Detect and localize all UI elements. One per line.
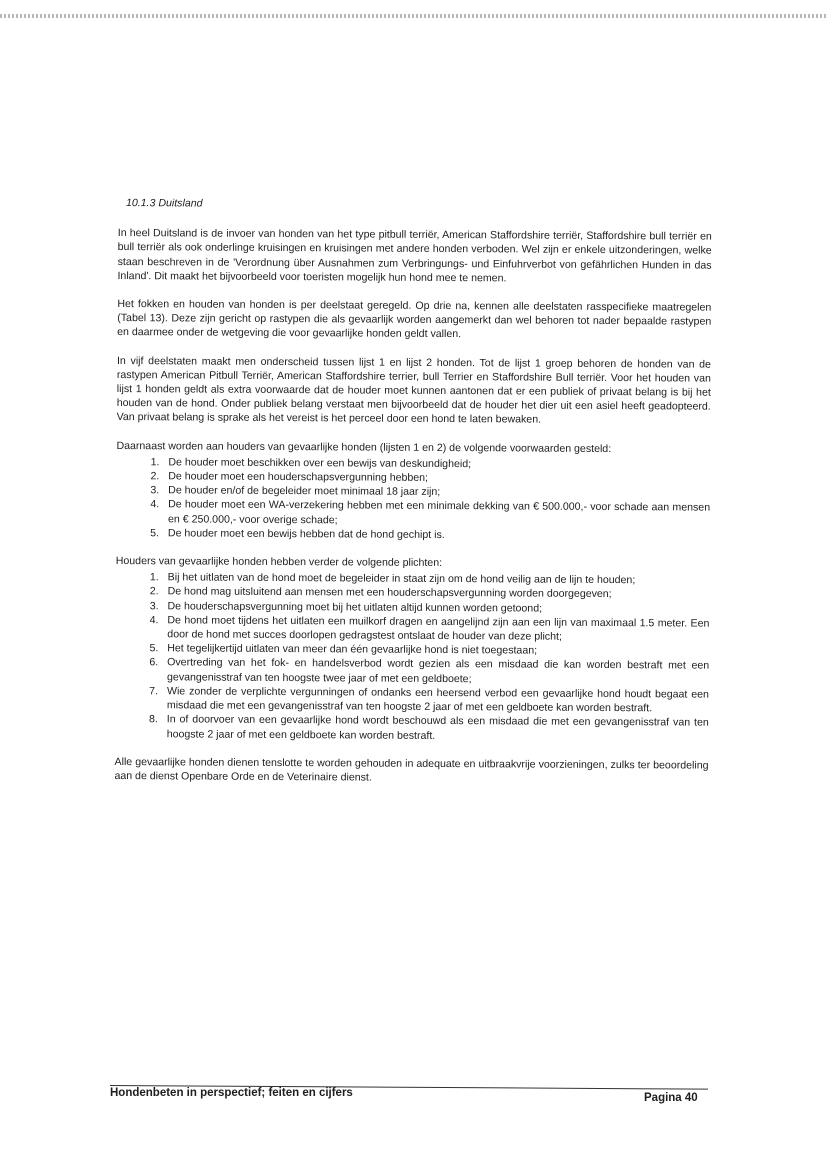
scan-border-noise [0, 14, 826, 18]
list-item: 4. De hond moet tijdens het uitlaten een muilkorf dragen en aangelijnd zijn aan een lijn van maximaal 1.5 meter. Een door de hond met succes doorlopen gedragstest ontslaat de houder van deze plicht; [161, 613, 709, 645]
conditions-intro: Daarnaast worden aan houders van gevaarlijke honden (lijsten 1 en 2) de volgende voorwaarden gesteld: [116, 439, 612, 455]
list-item: 6. Overtreding van het fok- en handelsverbod wordt gezien als een misdaad die kan worden bestraft met een gevangenisstraf van ten hoogste twee jaar of met een geldboete; [161, 656, 709, 688]
list-item: 8. In of doorvoer van een gevaarlijke hond wordt beschouwd als een misdaad die met een gevangenisstraf van ten hoogste 2 jaar of met een geldboete kan worden bestraft. [161, 713, 709, 745]
paragraph-lijsten: In vijf deelstaten maakt men onderscheid tussen lijst 1 en lijst 2 honden. Tot de lijst 1 groep behoren de honden van de rastypen American Pitbull Terriër, American Staffordshire terrier, bull Terrier en Staffordshire Bull terriër. Voor het houden van lijst 1 honden geldt als extra voorwaarde dat de houder moet kunnen aantonen dat er een publiek of privaat belang is bij het houden van de hond. Onder publiek belang verstaat men bijvoorbeeld dat de houder het dier uit een asiel heeft geadopteerd. Van privaat belang is sprake als het vereist is het perceel door een hond te laten bewaken. [116, 354, 712, 427]
list-item: 2. De hond mag uitsluitend aan mensen met een houderschapsvergunning worden doorgegeven; [162, 585, 710, 603]
duties-list [115, 570, 710, 744]
list-item: 3. De houder en/of de begeleider moet minimaal 18 jaar zijn; [162, 484, 710, 502]
list-item: 3. De houderschapsvergunning moet bij het uitlaten altijd kunnen worden getoond; [161, 599, 709, 617]
list-item: 5. Het tegelijkertijd uitlaten van meer dan één gevaarlijke hond is niet toegestaan; [161, 642, 709, 660]
list-item: 2. De houder moet een houderschapsvergunning hebben; [162, 469, 710, 487]
duties-intro: Houders van gevaarlijke honden hebben verder de volgende plichten: [115, 555, 443, 570]
conditions-list [116, 455, 711, 544]
list-item: 7. Wie zonder de verplichte vergunningen of ondanks een heersend verbod een gevaarlijke hond houdt begaat een misdaad die met een gevangenisstraf van ten hoogste 2 jaar of met een geldboete kan worden bestraft. [161, 684, 709, 716]
paragraph-invoerverbod: In heel Duitsland is de invoer van honden van het type pitbull terriër, American Staffordshire terriër, Staffordshire bull terriër en bull terriër als ook onderlinge kruisingen en kruisingen met andere honden verboden. Wel zijn er enkele uitzonderingen, welke staan beschreven in de 'Verordnung über Ausnahmen zum Verbringungs- und Einfuhrverbot von gefährlichen Hunden in das Inland'. Dit maakt het bijvoorbeeld voor toeristen mogelijk hun hond mee te nemen. [117, 227, 712, 285]
page-number: Pagina 40 [644, 1092, 698, 1104]
document-body [114, 196, 712, 801]
footer-title: Hondenbeten in perspectief; feiten en cijfers [110, 1087, 353, 1099]
section-heading: 10.1.3 Duitsland [125, 197, 203, 210]
paragraph-deelstaten: Het fokken en houden van honden is per deelstaat geregeld. Op drie na, kennen alle deelstaten rasspecifieke maatregelen (Tabel 13). Deze zijn gericht op rastypen die als gevaarlijk worden aangemerkt dan wel behoren tot nader bepaalde rastypen en daarmee onder de wetgeving die voor gevaarlijke honden geldt vallen. [117, 298, 712, 341]
list-item: 4. De houder moet een WA-verzekering hebben met een minimale dekking van € 500.000,- voor schade aan mensen en € 250.000,- voor overige schade; [162, 498, 710, 530]
list-item: 5. De houder moet een bewijs hebben dat de hond gechipt is. [162, 526, 710, 544]
list-item: 1. Bij het uitlaten van de hond moet de begeleider in staat zijn om de hond veilig aan de lijn te houden; [162, 571, 710, 589]
paragraph-closing: Alle gevaarlijke honden dienen tenslotte te worden gehouden in adequate en uitbraakvrije voorzieningen, zulks ter beoordeling aan de dienst Openbare Orde en de Veterinaire dienst. [114, 755, 709, 784]
list-item: 1. De houder moet beschikken over een bewijs van deskundigheid; [162, 455, 710, 473]
